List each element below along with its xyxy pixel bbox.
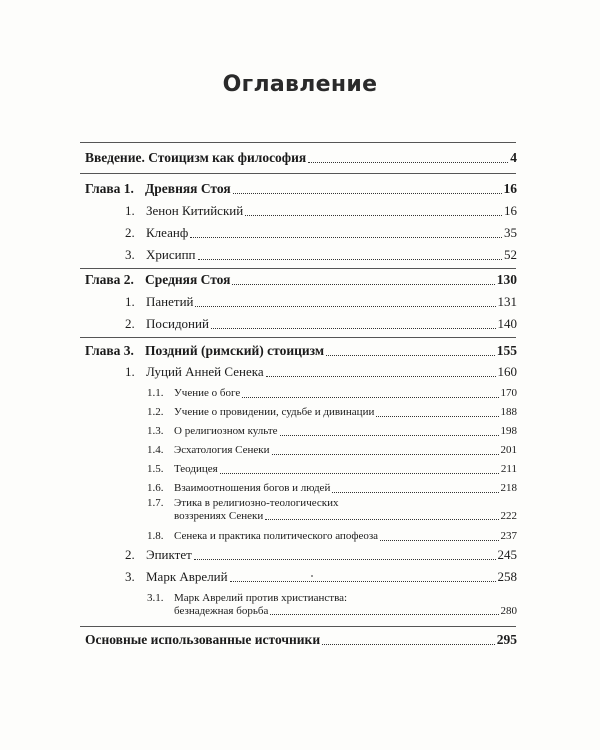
leader-dots [194,558,496,560]
toc-entry-1-3[interactable] [125,247,517,263]
entry-page: 131 [497,294,517,309]
leader-dots [280,434,499,436]
entry-number: Глава 1. [85,181,134,196]
entry-label: Теодицея [174,463,218,475]
entry-page: 211 [500,463,517,475]
toc-entry-1-7-sub[interactable] [147,497,517,525]
entry-number: 3.1. [147,592,164,604]
leader-dots [326,354,495,356]
entry-label: Средняя Стоя [145,272,231,287]
toc-entry-2-1[interactable] [125,294,517,310]
toc-entry-chapter-2[interactable] [85,272,517,288]
entry-label: Основные использованные источники [85,632,321,647]
leader-dots [265,518,498,520]
entry-number: 2. [125,225,135,240]
entry-label: Луций Анней Сенека [146,364,264,379]
entry-label: Посидоний [146,316,209,331]
toc-entry-3-1-sub[interactable] [147,592,517,620]
leader-dots [195,305,495,307]
divider [80,142,516,143]
entry-label: Введение. Стоицизм как философия [85,150,307,165]
entry-number: 2. [125,316,135,331]
entry-page: 198 [500,425,517,437]
entry-label: Древняя Стоя [145,181,231,196]
entry-label-line2: воззрениях Сенеки [174,510,264,522]
divider [80,268,516,269]
entry-label-line1: Этика в религиозно-теологических [174,497,339,509]
leader-dots [220,472,499,474]
entry-page: 130 [496,272,517,287]
toc-entry-1-2-sub[interactable] [147,404,517,420]
entry-number: 1.5. [147,463,164,475]
entry-number: 1.3. [147,425,164,437]
toc-entry-1-8-sub[interactable] [147,528,517,544]
toc-entry-1-5-sub[interactable] [147,461,517,477]
entry-number: 1. [125,203,135,218]
leader-dots [233,192,502,194]
entry-page: 52 [504,247,517,262]
entry-page: 4 [510,150,517,165]
leader-dots [211,327,496,329]
entry-line2 [174,510,517,523]
leader-dots [230,580,496,582]
toc-entry-chapter-3[interactable] [85,343,517,359]
entry-page: 188 [500,406,517,418]
entry-number: 1.1. [147,387,164,399]
leader-dots [332,491,498,493]
entry-label: Хрисипп [146,247,196,262]
entry-number: 1.2. [147,406,164,418]
entry-label: Взаимоотношения богов и людей [174,482,331,494]
entry-number: 1.6. [147,482,164,494]
leader-dots [270,613,498,615]
leader-dots [322,643,495,645]
entry-number: 1. [125,294,135,309]
entry-page: 35 [504,225,517,240]
leader-dots [242,396,498,398]
entry-number: 1.7. [147,497,164,509]
toc-entry-1-6-sub[interactable] [147,480,517,496]
entry-page: 237 [500,530,517,542]
entry-page: 160 [497,364,517,379]
entry-page: 218 [500,482,517,494]
leader-dots [308,161,508,163]
toc-entry-1-3-sub[interactable] [147,423,517,439]
entry-page: 280 [500,605,517,617]
entry-page: 201 [500,444,517,456]
toc-entry-2-2[interactable] [125,316,517,332]
entry-label: Зенон Китийский [146,203,244,218]
leader-dots [380,539,498,541]
entry-label: Клеанф [146,225,189,240]
entry-number: 1.4. [147,444,164,456]
entry-number: 3. [125,247,135,262]
toc-entry-1-2[interactable] [125,225,517,241]
entry-page: 222 [500,510,517,522]
entry-page: 258 [497,569,517,584]
entry-page: 16 [504,203,517,218]
toc-entry-3-1[interactable] [125,364,517,380]
entry-label: Сенека и практика политического апофеоза [174,530,379,542]
entry-page: 16 [503,181,517,196]
entry-label: О религиозном культе [174,425,278,437]
leader-dots [272,453,499,455]
entry-label-line2: безнадежная борьба [174,605,269,617]
entry-label: Панетий [146,294,194,309]
entry-label: Учение о боге [174,387,241,399]
toc-entry-1-1-sub[interactable] [147,385,517,401]
entry-page: 140 [497,316,517,331]
entry-number: 3. [125,569,135,584]
toc-entry-chapter-1[interactable] [85,181,517,197]
toc-entry-3-2[interactable] [125,547,517,563]
leader-dots [198,258,503,260]
entry-page: 170 [500,387,517,399]
entry-label-line1: Марк Аврелий против христианства: [174,592,348,604]
divider [80,626,516,627]
toc-entry-3-3[interactable] [125,569,517,585]
entry-line2 [174,605,517,618]
toc-entry-1-4-sub[interactable] [147,442,517,458]
leader-dots [245,214,502,216]
entry-label: Учение о провидении, судьбе и дивинации [174,406,375,418]
entry-label: Марк Аврелий [146,569,228,584]
leader-dots [376,415,498,417]
entry-number: Глава 2. [85,272,134,287]
toc-entry-1-1[interactable] [125,203,517,219]
divider [80,173,516,174]
entry-label: Поздний (римский) стоицизм [145,343,325,358]
leader-dots [266,375,496,377]
entry-number: 2. [125,547,135,562]
entry-page: 295 [496,632,517,647]
entry-label: Эсхатология Сенеки [174,444,270,456]
leader-dots [190,236,502,238]
entry-page: 155 [496,343,517,358]
toc-title: Оглавление [222,72,378,97]
entry-label: Эпиктет [146,547,192,562]
entry-number: 1. [125,364,135,379]
entry-number: 1.8. [147,530,164,542]
divider [80,337,516,338]
entry-number: Глава 3. [85,343,134,358]
entry-page: 245 [497,547,517,562]
toc-entry-intro[interactable] [85,150,517,166]
toc-entry-sources[interactable] [85,632,517,648]
leader-dots [232,283,494,285]
